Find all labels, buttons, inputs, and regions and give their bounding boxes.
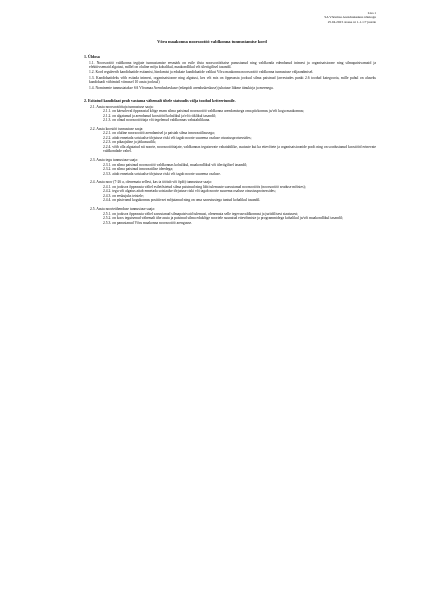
section-1-paragraph: 1.3. Kandidaatideks võib esitada inimesi, organisatsioone ning algatusi, kes või mis on õppeaasta jooksul silma paistnud (arvestades punkt 2.6 toodud kategooria, mille puhul on aluseks kandidaadi viibimistl viimasel 10 aasta jooksul) [89, 75, 376, 85]
section-2-title: 2. Esitatud kandidaat peab vastama vähemalt ühele statuudis välja toodud kriteeriumile. [84, 98, 236, 104]
criteria-item: 2.2.4. võib olla algatatud nii noorte, noorsootöötajate, valdkonnas tegutsevate vabatahtlike, asutuste kui ka ettevõtete ja organisatsioonide poolt ning on soodustanud koostööd erinevate valdkondade vahel. [103, 144, 376, 154]
criteria-heading: 2.2. Aasta koostöö tunnustuse saaja: [90, 126, 144, 131]
section-1-paragraph: 1.2. Kord reguleerib kandidaatide esitamist, hindamist ja edukate kandidaatide valikut Võru maakonna noorsootöö valdkonna tunnustuse väljaandmisel. [89, 70, 314, 75]
criteria-item: 2.5.3. on panustanud Võru maakonna noorsootöö arengusse. [103, 220, 193, 225]
criteria-heading: 2.4. Aasta noor (7-26 a, olenemata sellest, kas ta töötab või õpib) tunnustuse saaja: [90, 180, 212, 185]
header-annex-label: Lisa 1 [367, 11, 376, 15]
criteria-item: 2.3.2. on silma paistnud innovaatilise ideedega; [103, 167, 174, 172]
criteria-item: 2.1.1. on käesoleval õppeaastal kõige enam silma paistnud noorsootöö valdkonna arendamisega oma piirkonnas ja/või kogu maakonnas; [103, 109, 305, 114]
section-1-paragraph: 1.1. Noorsootöö valdkonna tegijate tunnustamise eesmärk on esile tõsta noorsootöötaise panustanud ning valdkonda edendanud inimesi ja organisatsioone ning silmapaistvamaid ja efektiivsemaid algatusi, millel on oluline mõju kohalikul, maakondlikul või üleriigilisel tasandil. [89, 60, 376, 70]
document-title: Võru maakonna noorsootöö valdkonna tunnustamise kord [157, 39, 267, 44]
criteria-item: 2.2.2. aitab ennetada sotsiaalse tõrjutuse riski või tagab noorte suurema osaluse otsustusprotsessides; [103, 135, 252, 140]
criteria-group-2-2 [84, 127, 376, 154]
criteria-group-2-3 [84, 158, 376, 176]
header-organization: SA Võrumaa Arenduskeskus nõukogu [324, 15, 376, 20]
header-decision-reference: 25.04.2023 otsuse nr 1-1.1/7 juurde [327, 19, 376, 24]
criteria-item: 2.4.1. on jooksva õppeaasta vältel esiletõstetud silma paistnud ning läbi tulemuste saavutanud noorsootöös (noorsootöö seaduse mõistes); [103, 184, 306, 189]
criteria-item: 2.4.4. on püsivamd kogukonnas positiivset mõjutanud ning on oma saavutustega tuntud kohalikul tasandil. [103, 198, 261, 203]
criteria-heading: 2.1. Aasta noorsootöötaja tunnustuse saaja: [90, 104, 154, 109]
criteria-item: 2.4.3. on eeskujuks teistele; [103, 193, 144, 198]
criteria-item: 2.4.2. tegu või algatus aitab ennetada sotsiaalse tõrjutuse riski või tagab noorte suurema osaluse otsustusprotsessides; [103, 189, 276, 194]
criteria-item: 2.1.2. on algatanud ja arendanud koostööd kohalikul ja/või riiklikul tasandil; [103, 113, 216, 118]
criteria-item: 2.1.3. on olnud noorsootöötaja või tegelenud valdkonnas vabatahtlikuna. [103, 118, 211, 123]
criteria-item: 2.5.1. on jooksva õppeaasta vältel saavutanud silmapaistvaid tulemusi, olenemata selle tegevusvaldkonnast ja juriidilisest staatusest; [103, 211, 299, 216]
document-body [84, 55, 376, 225]
criteria-item: 2.2.3. on pikaajaline ja jätkusuutlik; [103, 140, 156, 145]
document-header [324, 11, 376, 24]
criteria-item: 2.5.2. on koos tegutsenud vähemalt ühe aasta ja paistnud silma edukõige noortele suunatud ettevõtmiste ja programmidega kohalikul ja/või maakondlikul tasandil; [103, 216, 343, 221]
criteria-heading: 2.3. Aasta tegu tunnustuse saaja: [90, 158, 138, 163]
criteria-item: 2.3.3. aitab ennetada sotsiaalse tõrjutuse riski või tagab noorte suurema osaluse. [103, 171, 221, 176]
section-1-title: 1. Üldosa [84, 54, 100, 59]
criteria-group-2-5 [84, 207, 376, 225]
criteria-group-2-1 [84, 105, 376, 123]
criteria-item: 2.2.1. on oluline noorsootöö arendamisel ja paistab silma innovaatilisusega; [103, 131, 215, 136]
criteria-item: 2.3.1. on silma paistnud noorsootöö valdkonnas kohalikul, maakondlikul või üleriigilisel tasandil; [103, 162, 248, 167]
criteria-group-2-4 [84, 180, 376, 203]
section-1-paragraph: 1.4. Nominente tunnustatakse SA Võrumaa Arenduskeskuse (edaspidi arenduskeskuse) juhatuse liikme tänukirja ja meenega. [89, 85, 274, 90]
criteria-heading: 2.5. Aasta noorteühenduse tunnustuse saaja: [90, 206, 155, 211]
